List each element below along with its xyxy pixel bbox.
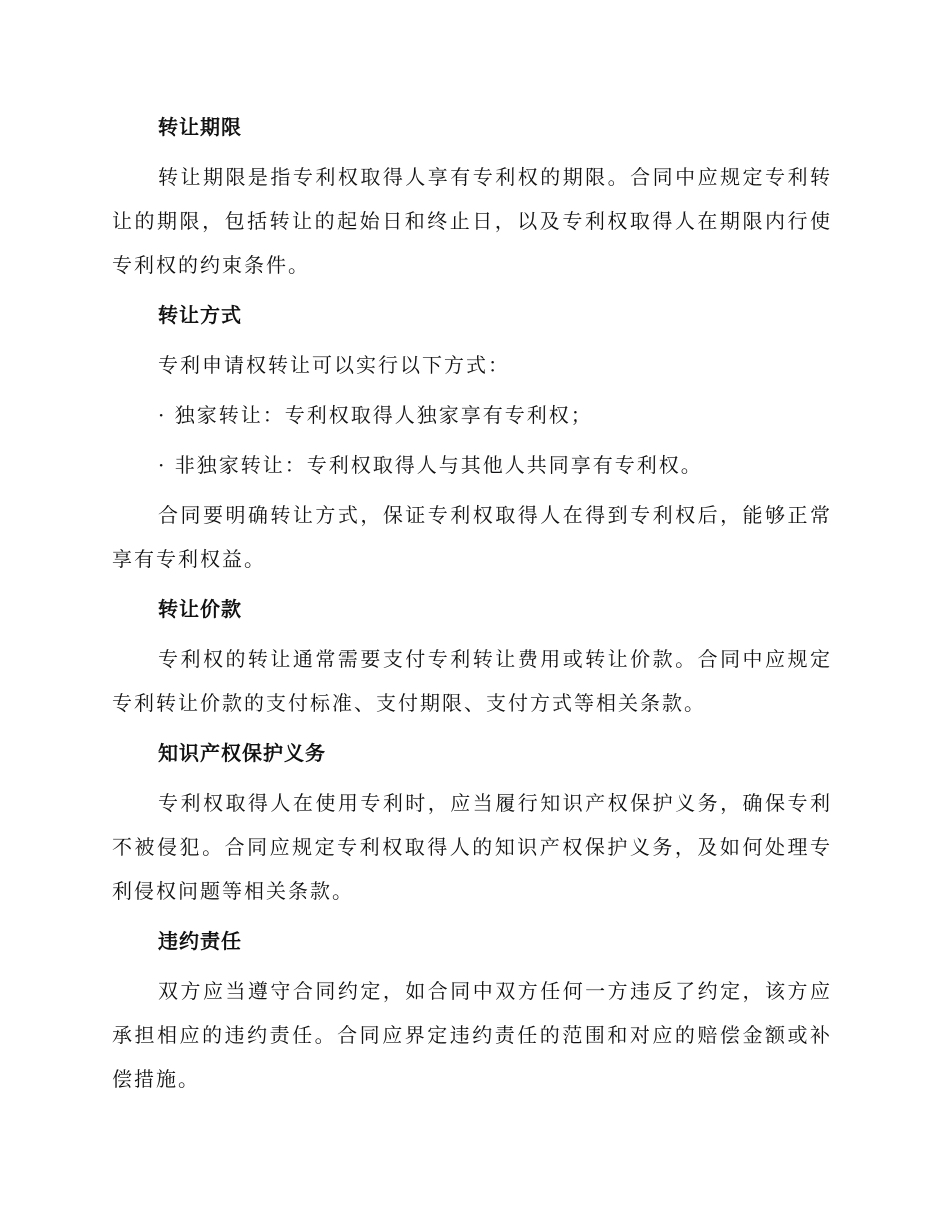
paragraph-method: 合同要明确转让方式，保证专利权取得人在得到专利权后，能够正常享有专利权益。 (112, 503, 832, 571)
bullet-exclusive: · 独家转让：专利权取得人独家享有专利权； (158, 403, 593, 427)
paragraph-price: 专利权的转让通常需要支付专利转让费用或转让价款。合同中应规定专利转让价款的支付标准、支付期限、支付方式等相关条款。 (112, 647, 832, 715)
section-heading-liability: 违约责任 (158, 929, 242, 953)
section-heading-term: 转让期限 (158, 115, 242, 139)
paragraph-term: 转让期限是指专利权取得人享有专利权的期限。合同中应规定专利转让的期限，包括转让的起始日和终止日，以及专利权取得人在期限内行使专利权的约束条件。 (112, 165, 832, 277)
paragraph-ip-protection: 专利权取得人在使用专利时，应当履行知识产权保护义务，确保专利不被侵犯。合同应规定专利权取得人的知识产权保护义务，及如何处理专利侵权问题等相关条款。 (112, 791, 832, 903)
section-heading-ip-protection: 知识产权保护义务 (158, 741, 326, 765)
section-heading-price: 转让价款 (158, 597, 242, 621)
section-heading-method: 转让方式 (158, 303, 242, 327)
paragraph-method-intro: 专利申请权转让可以实行以下方式： (158, 353, 510, 377)
bullet-non-exclusive: · 非独家转让：专利权取得人与其他人共同享有专利权。 (158, 453, 703, 477)
paragraph-liability: 双方应当遵守合同约定，如合同中双方任何一方违反了约定，该方应承担相应的违约责任。合同应界定违约责任的范围和对应的赔偿金额或补偿措施。 (112, 979, 832, 1091)
document-page (112, 105, 832, 1101)
